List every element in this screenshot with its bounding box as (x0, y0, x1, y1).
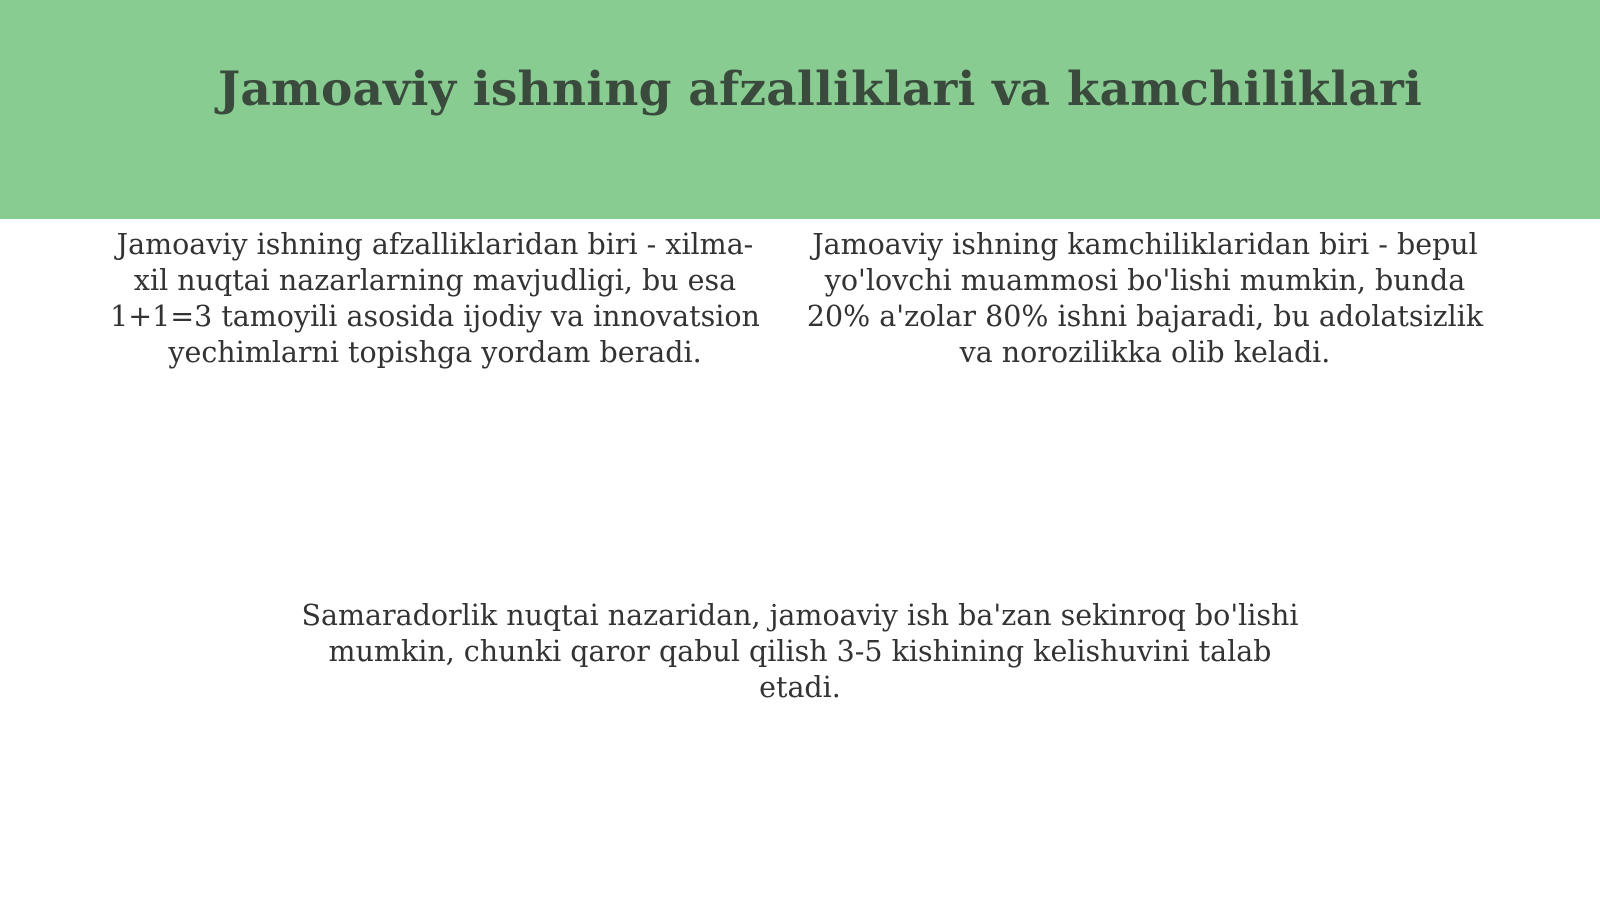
disadvantages-paragraph: Jamoaviy ishning kamchiliklaridan biri - bepul yo'lovchi muammosi bo'lishi mumkin, bunda 20% a'zolar 80% ishni bajaradi, bu adolatsizlik va norozilikka olib keladi. (806, 228, 1484, 369)
slide-title: Jamoaviy ishning afzalliklari va kamchiliklari (217, 62, 1423, 117)
efficiency-paragraph: Samaradorlik nuqtai nazaridan, jamoaviy ish ba'zan sekinroq bo'lishi mumkin, chunki qaror qabul qilish 3-5 kishining kelishuvini talab etadi. (301, 599, 1299, 704)
title-banner (0, 0, 1600, 219)
advantages-paragraph: Jamoaviy ishning afzalliklaridan biri - xilma-xil nuqtai nazarlarning mavjudligi, bu esa 1+1=3 tamoyili asosida ijodiy va innovatsion yechimlarni topishga yordam beradi. (110, 228, 760, 369)
